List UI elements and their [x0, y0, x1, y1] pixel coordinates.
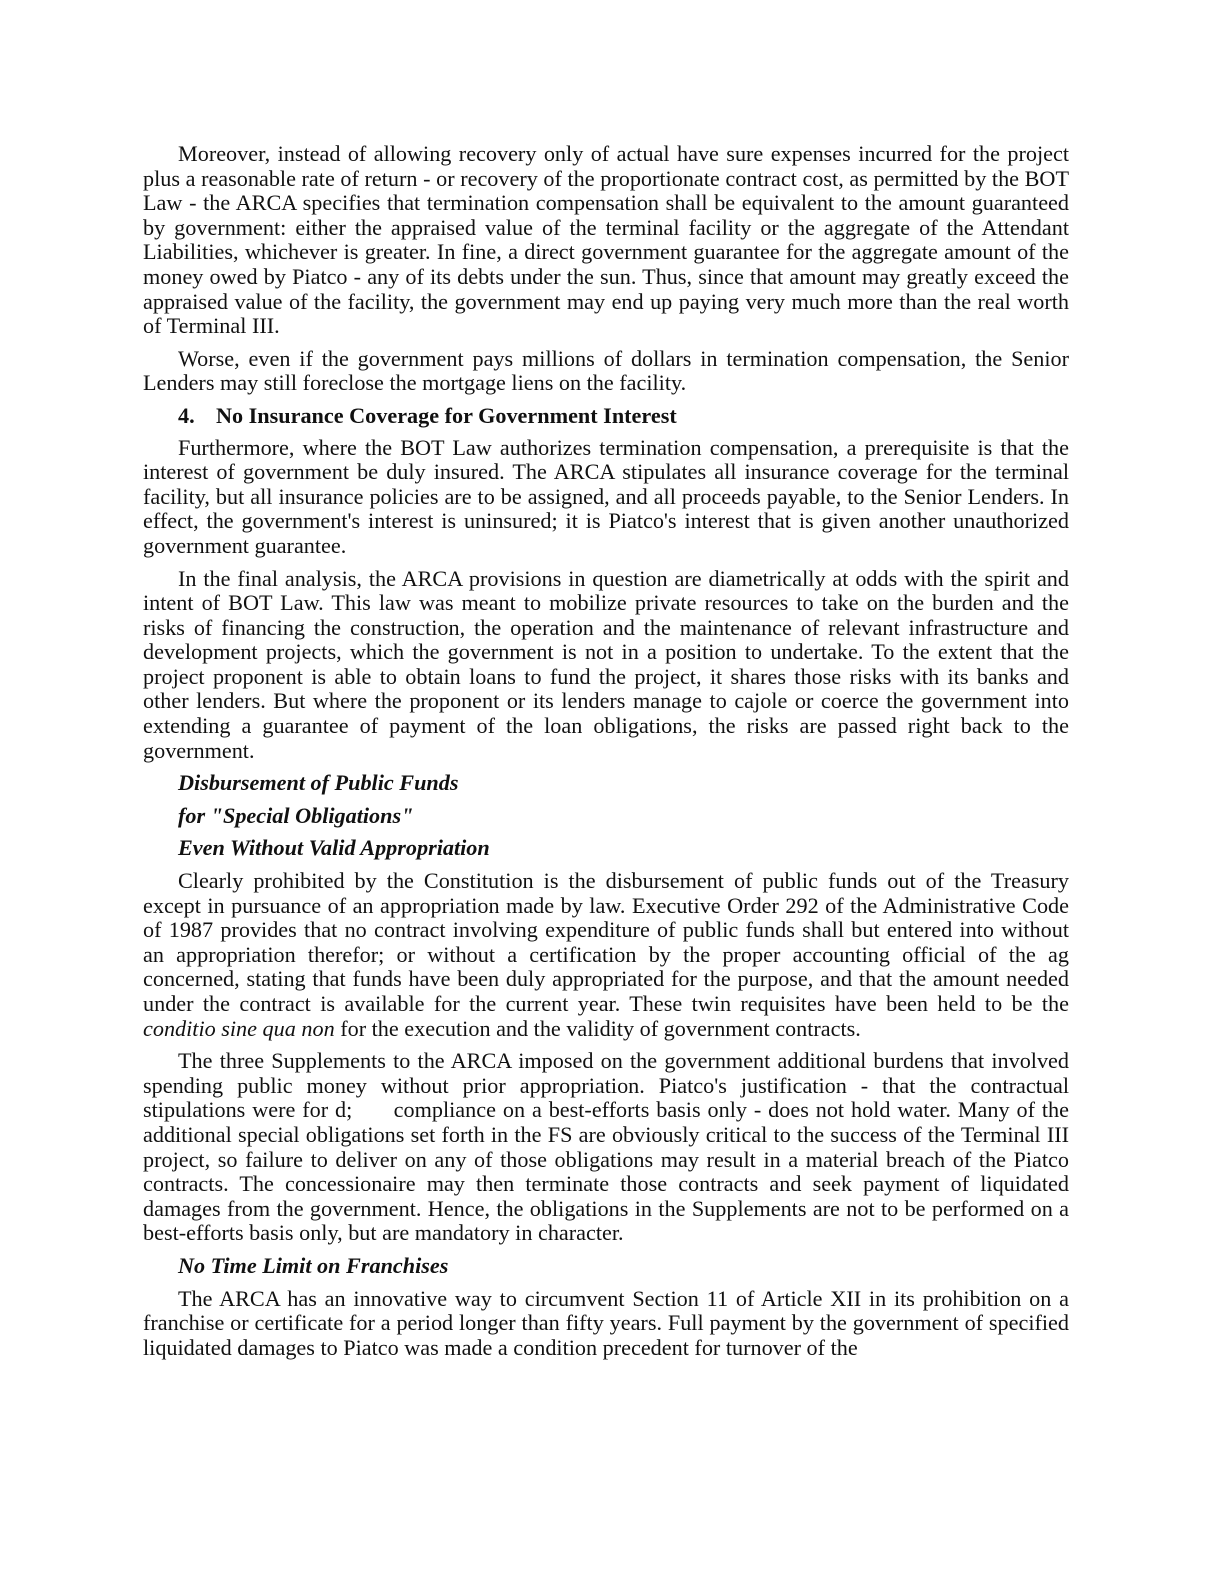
section-heading-insurance	[178, 404, 1069, 429]
section-title: No Insurance Coverage for Government Interest	[216, 402, 677, 428]
paragraph-termination-compensation: Moreover, instead of allowing recovery only of actual have sure expenses incurred for the project plus a reasonable rate of return - or recovery of the proportionate contract cost, as permitted by the BOT Law - the ARCA specifies that termination compensation shall be equivalent to the amount guaranteed by government: either the appraised value of the terminal facility or the aggregate of the Attendant Liabilities, whichever is greater. In fine, a direct government guarantee for the aggregate amount of the money owed by Piatco - any of its debts under the sun. Thus, since that amount may greatly exceed the appraised value of the facility, the government may end up paying very much more than the real worth of Terminal III.	[143, 141, 1069, 339]
paragraph-senior-lenders: Worse, even if the government pays millions of dollars in termination compensation, the Senior Lenders may still foreclose the mortgage liens on the facility.	[143, 345, 1069, 396]
paragraph-appropriation	[143, 869, 1069, 1041]
paragraph-insurance: Furthermore, where the BOT Law authorizes termination compensation, a prerequisite is that the interest of government be duly insured. The ARCA stipulates all insurance coverage for the terminal facility, but all insurance policies are to be assigned, and all proceeds payable, to the Senior Lenders. In effect, the government's interest is uninsured; it is Piatco's interest that is given another unauthorized government guarantee.	[143, 434, 1069, 558]
paragraph-franchise: The ARCA has an innovative way to circumvent Section 11 of Article XII in its prohibition on a franchise or certificate for a period longer than fifty years. Full payment by the government of specified liquidated damages to Piatco was made a condition precedent for turnover of the	[143, 1285, 1069, 1360]
latin-phrase: conditio sine qua non	[143, 1015, 335, 1041]
subheading-disbursement-line3: Even Without Valid Appropriation	[178, 835, 490, 861]
subheading-disbursement-line2: for "Special Obligations"	[178, 802, 414, 828]
subheading-disbursement-line1: Disbursement of Public Funds	[178, 770, 459, 796]
paragraph-final-analysis: In the final analysis, the ARCA provisions in question are diametrically at odds with the spirit and intent of BOT Law. This law was meant to mobilize private resources to take on the burden and the risks of financing the construction, the operation and the maintenance of relevant infrastructure and development projects, which the government is not in a position to undertake. To the extent that the project proponent is able to obtain loans to fund the project, it shares those risks with its banks and other lenders. But where the proponent or its lenders manage to cajole or coerce the government into extending a guarantee of payment of the loan obligations, the risks are passed right back to the government.	[143, 565, 1069, 763]
section-number: 4.	[178, 402, 195, 428]
paragraph-supplements: The three Supplements to the ARCA imposed on the government additional burdens that involved spending public money without prior appropriation. Piatco's justification - that the contractual stipulations were for d; compliance on a best-efforts basis only - does not hold water. Many of the additional special obligations set forth in the FS are obviously critical to the success of the Terminal III project, so failure to deliver on any of those obligations may result in a material breach of the Piatco contracts. The concessionaire may then terminate those contracts and seek payment of liquidated damages from the government. Hence, the obligations in the Supplements are not to be performed on a best-efforts basis only, but are mandatory in character.	[143, 1048, 1075, 1246]
document-page	[143, 141, 1075, 1368]
appropriation-text-after: for the execution and the validity of government contracts.	[334, 1015, 861, 1041]
subheading-time-limit: No Time Limit on Franchises	[178, 1252, 449, 1278]
appropriation-text-before: Clearly prohibited by the Constitution is the disbursement of public funds out of the Treasury except in pursuance of an appropriation made by law. Executive Order 292 of the Administrative Code of 1987 provides that no contract involving expenditure of public funds shall but entered into without an appropriation therefor; or without a certification by the proper accounting official of the ag concerned, stating that funds have been duly appropriated for the purpose, and that the amount needed under the contract is available for the current year. These twin requisites have been held to be the	[143, 868, 1069, 1016]
